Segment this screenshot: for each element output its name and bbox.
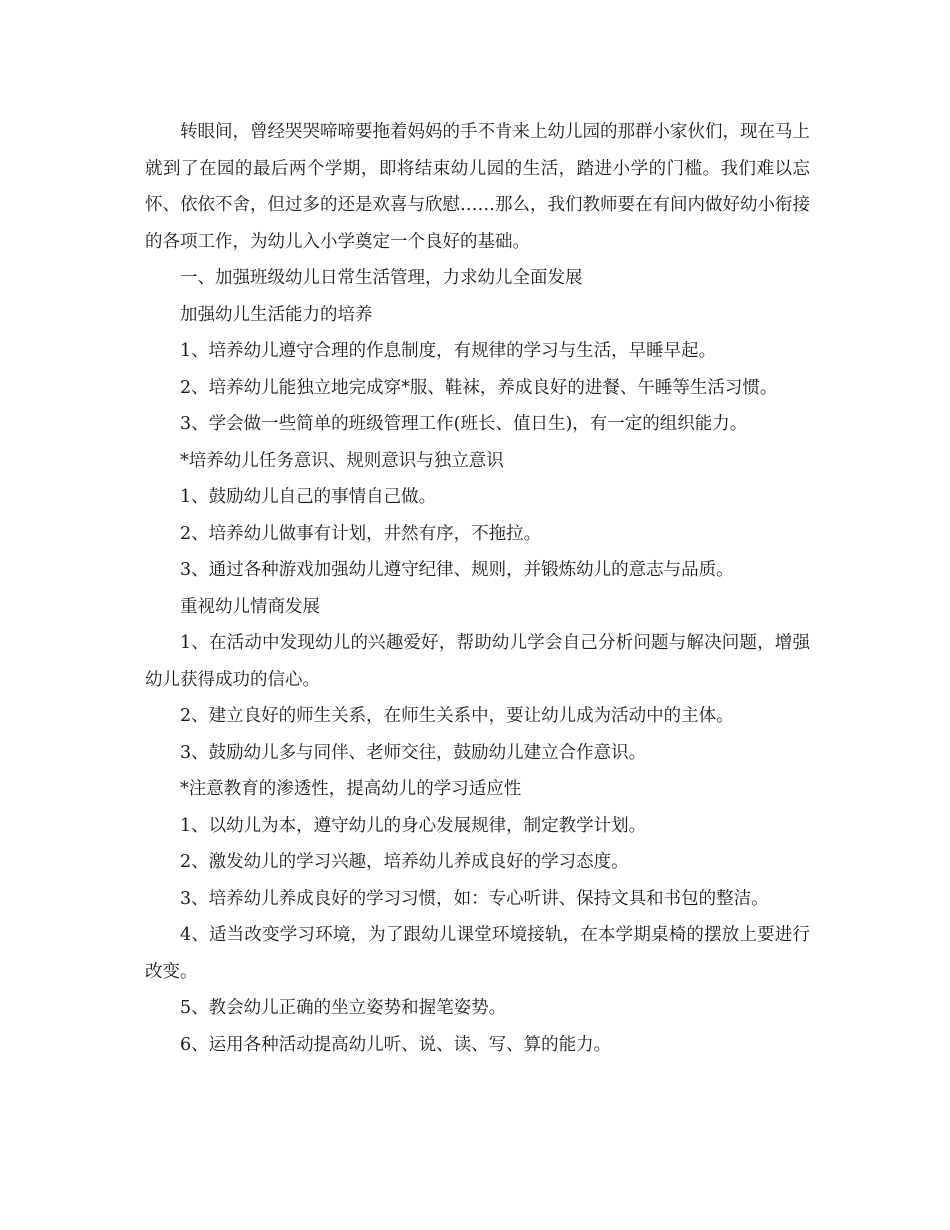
list-item: 1、鼓励幼儿自己的事情自己做。 [180, 487, 437, 507]
subsection-heading: 加强幼儿生活能力的培养 [180, 304, 373, 325]
subsection-heading: 重视幼儿情商发展 [180, 596, 320, 617]
document-page [145, 114, 810, 1063]
list-item: 1、以幼儿为本，遵守幼儿的身心发展规律，制定教学计划。 [180, 815, 647, 836]
list-item: 6、运用各种活动提高幼儿听、说、读、写、算的能力。 [180, 1034, 612, 1055]
list-item: 3、学会做一些简单的班级管理工作(班长、值日生)，有一定的组织能力。 [180, 414, 748, 434]
list-item: 3、通过各种游戏加强幼儿遵守纪律、规则，并锻炼幼儿的意志与品质。 [180, 560, 734, 580]
list-item: 2、培养幼儿能独立地完成穿*服、鞋袜，养成良好的进餐、午睡等生活习惯。 [180, 377, 778, 398]
section-heading: 一、加强班级幼儿日常生活管理，力求幼儿全面发展 [180, 268, 583, 288]
list-item: 2、激发幼儿的学习兴趣，培养幼儿养成良好的学习态度。 [180, 852, 629, 872]
list-item: 1、在活动中发现幼儿的兴趣爱好，帮助幼儿学会自己分析问题与解决问题，增强幼儿获得成功的信心。 [145, 633, 810, 690]
subsection-heading: *注意教育的渗透性，提高幼儿的学习适应性 [180, 779, 522, 799]
list-item: 3、鼓励幼儿多与同伴、老师交往，鼓励幼儿建立合作意识。 [180, 742, 647, 763]
list-item: 1、培养幼儿遵守合理的作息制度，有规律的学习与生活，早睡早起。 [180, 341, 717, 361]
list-item: 2、建立良好的师生关系，在师生关系中，要让幼儿成为活动中的主体。 [180, 706, 734, 726]
subsection-heading: *培养幼儿任务意识、规则意识与独立意识 [180, 450, 504, 471]
list-item: 5、教会幼儿正确的坐立姿势和握笔姿势。 [180, 998, 507, 1018]
list-item: 2、培养幼儿做事有计划，井然有序，不拖拉。 [180, 523, 542, 544]
list-item: 3、培养幼儿养成良好的学习习惯，如：专心听讲、保持文具和书包的整洁。 [180, 888, 769, 909]
intro-paragraph: 转眼间，曾经哭哭啼啼要拖着妈妈的手不肯来上幼儿园的那群小家伙们，现在马上就到了在园的最后两个学期，即将结束幼儿园的生活，踏进小学的门槛。我们难以忘怀、依依不舍，但过多的还是欢喜与欣慰……那么，我们教师要在有间内做好幼小衔接的各项工作，为幼儿入小学奠定一个良好的基础。 [145, 122, 810, 252]
list-item: 4、适当改变学习环境，为了跟幼儿课堂环境接轨，在本学期桌椅的摆放上要进行改变。 [145, 925, 810, 982]
